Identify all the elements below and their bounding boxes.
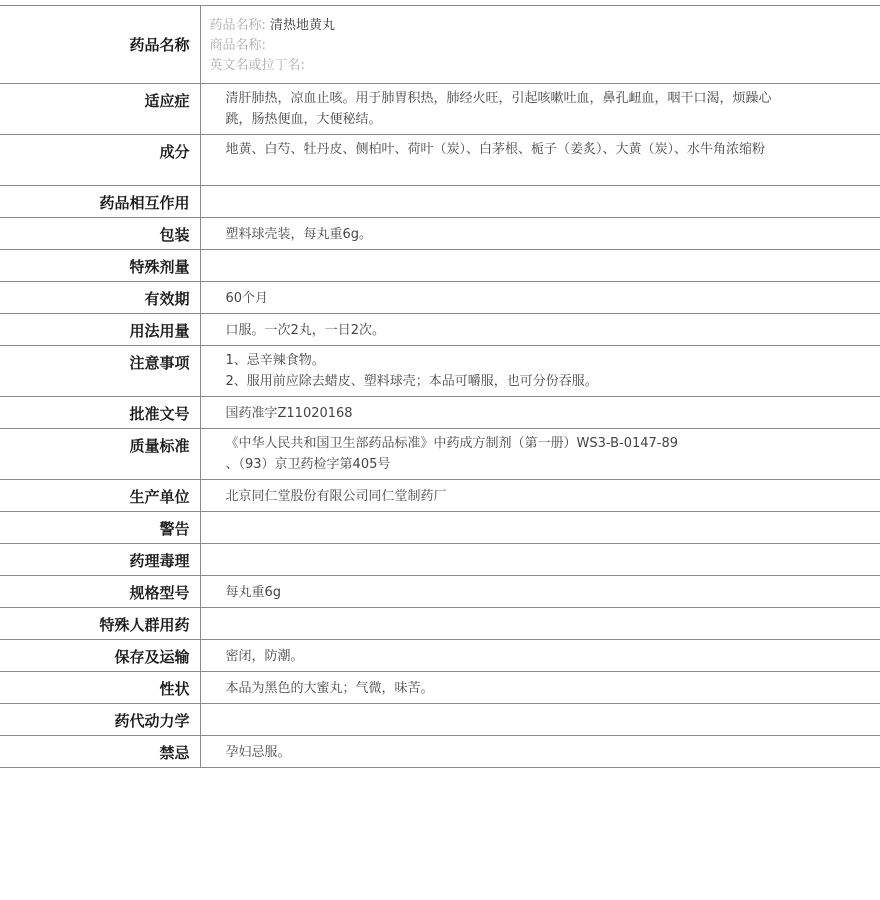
row-character bbox=[0, 672, 880, 704]
row-ingredients bbox=[0, 135, 880, 186]
trade-name-line bbox=[210, 36, 796, 56]
row-packaging bbox=[0, 218, 880, 250]
precaution-line: 1、忌辛辣食物。 bbox=[225, 353, 325, 368]
row-label: 药代动力学 bbox=[114, 712, 190, 730]
generic-name-value: 清热地黄丸 bbox=[270, 18, 336, 33]
row-pharmacokinetics bbox=[0, 704, 880, 736]
row-value: 密闭，防潮。 bbox=[200, 640, 880, 672]
row-approval bbox=[0, 397, 880, 429]
row-value bbox=[200, 429, 880, 480]
row-value: 北京同仁堂股份有限公司同仁堂制药厂 bbox=[200, 480, 880, 512]
row-toxicology bbox=[0, 544, 880, 576]
row-warning bbox=[0, 512, 880, 544]
drug-info-sheet bbox=[0, 5, 880, 768]
row-label: 有效期 bbox=[144, 290, 190, 308]
row-manufacturer bbox=[0, 480, 880, 512]
row-label: 包装 bbox=[159, 226, 190, 244]
row-value: 60个月 bbox=[200, 282, 880, 314]
quality-standard-line: 、（93）京卫药检字第405号 bbox=[225, 457, 391, 472]
precaution-line: 2、服用前应除去蜡皮、塑料球壳；本品可嚼服，也可分份吞服。 bbox=[225, 374, 598, 389]
row-label: 禁忌 bbox=[159, 744, 190, 762]
trade-name-key: 商品名称: bbox=[209, 38, 266, 53]
row-label: 生产单位 bbox=[129, 488, 190, 506]
row-value bbox=[200, 250, 880, 282]
row-value bbox=[200, 186, 880, 218]
row-indications bbox=[0, 84, 880, 135]
row-label: 性状 bbox=[159, 680, 190, 698]
row-value bbox=[200, 704, 880, 736]
row-value: 孕妇忌服。 bbox=[200, 736, 880, 768]
row-value: 塑料球壳装，每丸重6g。 bbox=[200, 218, 880, 250]
row-value: 清肝肺热，凉血止咳。用于肺胃积热，肺经火旺，引起咳嗽吐血，鼻孔衄血，咽干口渴，烦躁心跳，肠热便血，大便秘结。 bbox=[200, 84, 880, 135]
row-value: 本品为黑色的大蜜丸；气微，味苦。 bbox=[200, 672, 880, 704]
row-label: 用法用量 bbox=[129, 322, 190, 340]
row-value: 口服。一次2丸，一日2次。 bbox=[200, 314, 880, 346]
generic-name-line bbox=[210, 16, 796, 36]
row-specification bbox=[0, 576, 880, 608]
row-expiry bbox=[0, 282, 880, 314]
row-value: 每丸重6g bbox=[200, 576, 880, 608]
english-name-line bbox=[210, 56, 796, 76]
row-precautions bbox=[0, 346, 880, 397]
row-label: 成分 bbox=[159, 143, 190, 161]
row-special-population bbox=[0, 608, 880, 640]
row-label: 药品名称 bbox=[0, 6, 200, 84]
english-name-key: 英文名或拉丁名: bbox=[209, 58, 305, 73]
generic-name-key: 药品名称: bbox=[209, 18, 266, 33]
row-label: 保存及运输 bbox=[114, 648, 190, 666]
row-value bbox=[200, 608, 880, 640]
row-label: 特殊人群用药 bbox=[99, 616, 190, 634]
row-value: 国药准字Z11020168 bbox=[200, 397, 880, 429]
row-label: 质量标准 bbox=[129, 437, 190, 455]
row-label: 药品相互作用 bbox=[99, 194, 190, 212]
row-value bbox=[200, 6, 880, 84]
drug-info-table bbox=[0, 5, 880, 768]
row-value bbox=[200, 346, 880, 397]
row-special-dosage bbox=[0, 250, 880, 282]
row-label: 适应症 bbox=[144, 92, 190, 110]
row-storage bbox=[0, 640, 880, 672]
row-label: 批准文号 bbox=[129, 405, 190, 423]
row-label: 注意事项 bbox=[129, 354, 190, 372]
row-value bbox=[200, 544, 880, 576]
row-label: 警告 bbox=[159, 520, 190, 538]
row-label: 特殊剂量 bbox=[129, 258, 190, 276]
row-contraindications bbox=[0, 736, 880, 768]
row-value bbox=[200, 512, 880, 544]
row-label: 药理毒理 bbox=[129, 552, 190, 570]
row-drug-name bbox=[0, 6, 880, 84]
row-usage bbox=[0, 314, 880, 346]
row-quality-standard bbox=[0, 429, 880, 480]
row-value: 地黄、白芍、牡丹皮、侧柏叶、荷叶（炭）、白茅根、栀子（姜炙）、大黄（炭）、水牛角浓缩粉 bbox=[200, 135, 880, 186]
row-label: 规格型号 bbox=[129, 584, 190, 602]
row-interactions bbox=[0, 186, 880, 218]
quality-standard-line: 《中华人民共和国卫生部药品标准》中药成方制剂（第一册）WS3-B-0147-89 bbox=[225, 436, 679, 451]
